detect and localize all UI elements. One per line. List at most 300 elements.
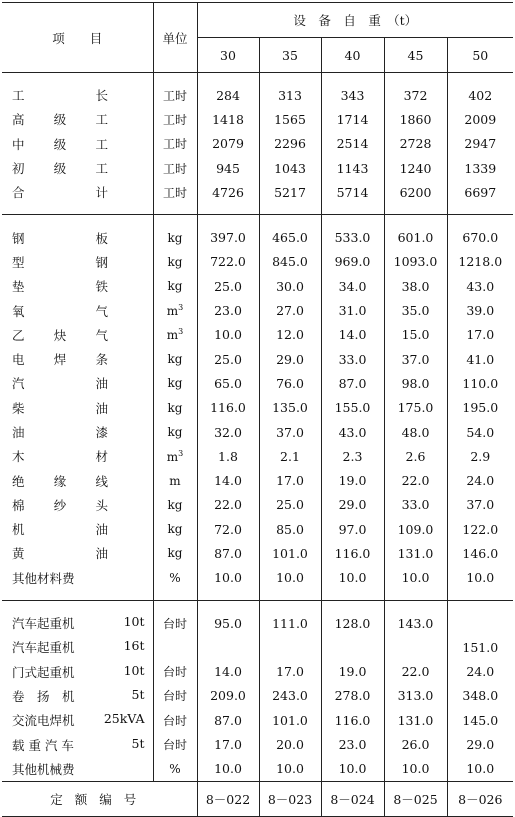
item-unit: kg — [153, 541, 197, 565]
spacer-cell — [197, 204, 259, 215]
item-name-char: 线 — [95, 473, 108, 489]
item-name-text — [12, 183, 108, 201]
value-cell: 22.0 — [197, 493, 259, 517]
value-cell: 601.0 — [384, 225, 447, 249]
spacer-cell — [2, 590, 153, 601]
material-row — [2, 250, 513, 274]
item-name-char: 油 — [12, 425, 25, 440]
item-name-char: 乙 — [12, 327, 25, 343]
spacer-cell — [259, 215, 321, 226]
item-name-char: 初 — [12, 161, 25, 177]
item-name — [2, 396, 153, 420]
value-cell: 98.0 — [384, 371, 447, 395]
machinery-row — [2, 635, 513, 659]
item-unit: kg — [153, 420, 197, 444]
value-cell: 25.0 — [197, 274, 259, 298]
item-unit — [153, 635, 197, 659]
value-cell: 37.0 — [384, 347, 447, 371]
item-name-char: 木 — [12, 449, 25, 465]
spacer-cell — [153, 600, 197, 611]
machine-name-wrap — [2, 760, 153, 778]
item-unit: kg — [153, 371, 197, 395]
item-name-char: 纱 — [53, 497, 67, 513]
item-name-char: 机 — [12, 522, 25, 538]
machinery-row — [2, 684, 513, 708]
value-cell: 2947 — [447, 132, 513, 156]
spacer-cell — [2, 204, 153, 215]
item-name-char: 垫 — [12, 279, 25, 295]
material-row — [2, 420, 513, 444]
item-name-text — [12, 520, 108, 538]
value-cell: 116.0 — [321, 708, 384, 732]
value-cell: 151.0 — [447, 635, 513, 659]
item-name-text — [12, 302, 108, 320]
value-cell: 48.0 — [384, 420, 447, 444]
value-cell: 4726 — [197, 180, 259, 204]
value-cell: 135.0 — [259, 396, 321, 420]
value-cell: 15.0 — [384, 323, 447, 347]
item-unit: 工时 — [153, 107, 197, 131]
item-name-text — [12, 110, 108, 128]
value-cell: 31.0 — [321, 298, 384, 322]
value-cell: 10.0 — [197, 323, 259, 347]
item-unit: 台时 — [153, 611, 197, 635]
item-name-char: 氧 — [12, 303, 25, 319]
value-cell: 131.0 — [384, 541, 447, 565]
item-unit: 台时 — [153, 660, 197, 684]
item-name-char: 炔 — [53, 327, 67, 343]
spacer-cell — [2, 215, 153, 226]
machine-spec: 10t — [123, 662, 145, 678]
item-unit — [153, 298, 197, 322]
value-cell: 343 — [321, 83, 384, 107]
value-cell: 23.0 — [197, 298, 259, 322]
item-name-char: 其他材料费 — [12, 570, 75, 586]
value-cell: 209.0 — [197, 684, 259, 708]
header-row-1 — [2, 3, 513, 38]
value-cell: 313.0 — [384, 684, 447, 708]
value-cell: 54.0 — [447, 420, 513, 444]
item-unit: kg — [153, 396, 197, 420]
item-name — [2, 468, 153, 492]
machine-name-text: 汽车起重机 — [12, 616, 75, 632]
value-cell: 14.0 — [321, 323, 384, 347]
item-name-text — [12, 350, 108, 368]
item-name-char: 条 — [95, 352, 108, 368]
value-cell: 2296 — [259, 132, 321, 156]
material-row — [2, 541, 513, 565]
item-name — [2, 156, 153, 180]
item-name — [2, 298, 153, 322]
item-name — [2, 250, 153, 274]
spacer-cell — [197, 590, 259, 601]
item-unit: 台时 — [153, 732, 197, 756]
item-name — [2, 107, 153, 131]
value-cell: 313 — [259, 83, 321, 107]
value-cell: 24.0 — [447, 468, 513, 492]
value-cell: 43.0 — [321, 420, 384, 444]
value-cell: 17.0 — [259, 468, 321, 492]
value-cell: 101.0 — [259, 708, 321, 732]
item-name-text — [12, 399, 108, 417]
unit-cubic-meter-glyph: $m^3$ — [166, 327, 184, 343]
value-cell: 35.0 — [384, 298, 447, 322]
spacer-cell — [197, 600, 259, 611]
machine-name-text: 其他机械费 — [12, 761, 75, 777]
item-name-char: 缘 — [53, 473, 67, 489]
item-name-char: 柴 — [12, 400, 25, 416]
item-name-char: 工 — [95, 161, 108, 177]
value-cell: 465.0 — [259, 225, 321, 249]
value-cell: 1714 — [321, 107, 384, 131]
quota-code: 8－026 — [447, 782, 513, 817]
material-row — [2, 566, 513, 590]
material-row — [2, 347, 513, 371]
item-name — [2, 347, 153, 371]
machine-name — [2, 635, 153, 659]
item-unit: m — [153, 468, 197, 492]
item-name-text — [12, 447, 108, 465]
item-name-char: 焊 — [53, 352, 67, 368]
material-row — [2, 396, 513, 420]
unit-cubic-meter-glyph: $m^3$ — [166, 448, 184, 464]
spacer-cell — [447, 600, 513, 611]
machinery-row — [2, 732, 513, 756]
value-cell: 85.0 — [259, 517, 321, 541]
machine-name-wrap — [2, 711, 153, 729]
item-name-char: 级 — [53, 112, 67, 128]
value-cell: 17.0 — [259, 660, 321, 684]
machine-name — [2, 660, 153, 684]
item-name-text — [12, 423, 108, 441]
table-body — [2, 3, 513, 817]
item-name — [2, 274, 153, 298]
value-cell: 2009 — [447, 107, 513, 131]
unit-cubic-meter-glyph: $m^3$ — [166, 303, 184, 319]
value-cell: 131.0 — [384, 708, 447, 732]
value-cell: 278.0 — [321, 684, 384, 708]
value-cell: 10.0 — [321, 757, 384, 782]
header-weight-group: 设 备 自 重 （t） — [197, 3, 513, 38]
section-spacer — [2, 73, 513, 84]
machine-name — [2, 708, 153, 732]
spacer-cell — [153, 204, 197, 215]
item-name — [2, 225, 153, 249]
item-name-text — [12, 374, 108, 392]
item-unit: kg — [153, 347, 197, 371]
item-name-text — [12, 544, 108, 562]
item-name-char: 钢 — [12, 230, 25, 246]
value-cell — [197, 635, 259, 659]
value-cell: 146.0 — [447, 541, 513, 565]
spacer-cell — [259, 73, 321, 84]
item-name — [2, 132, 153, 156]
labor-row — [2, 180, 513, 204]
value-cell: 10.0 — [447, 566, 513, 590]
value-cell: 109.0 — [384, 517, 447, 541]
material-row — [2, 298, 513, 322]
header-col-45: 45 — [384, 38, 447, 73]
item-name-char: 高 — [12, 112, 25, 128]
item-name — [2, 371, 153, 395]
value-cell: 17.0 — [447, 323, 513, 347]
value-cell: 845.0 — [259, 250, 321, 274]
item-name-char: 漆 — [95, 425, 108, 440]
spacer-cell — [259, 590, 321, 601]
item-name-char: 头 — [95, 497, 108, 513]
machine-spec: 10t — [123, 614, 145, 630]
value-cell: 122.0 — [447, 517, 513, 541]
value-cell: 30.0 — [259, 274, 321, 298]
spacer-cell — [2, 73, 153, 84]
spacer-cell — [321, 600, 384, 611]
value-cell: 10.0 — [259, 566, 321, 590]
item-name-char: 材 — [95, 449, 108, 465]
value-cell: 25.0 — [197, 347, 259, 371]
item-name-char: 板 — [95, 230, 108, 246]
item-unit: 工时 — [153, 83, 197, 107]
header-unit: 单位 — [153, 3, 197, 73]
section-spacer — [2, 600, 513, 611]
item-unit: % — [153, 757, 197, 782]
machine-name-wrap — [2, 663, 153, 681]
item-unit: kg — [153, 274, 197, 298]
value-cell: 65.0 — [197, 371, 259, 395]
spacer-cell — [447, 204, 513, 215]
value-cell: 1565 — [259, 107, 321, 131]
machine-name — [2, 611, 153, 635]
value-cell: 2514 — [321, 132, 384, 156]
spacer-cell — [197, 215, 259, 226]
value-cell: 10.0 — [197, 757, 259, 782]
item-name-char: 棉 — [12, 497, 25, 513]
item-name — [2, 444, 153, 468]
material-row — [2, 468, 513, 492]
value-cell: 19.0 — [321, 660, 384, 684]
spacer-cell — [197, 73, 259, 84]
spacer-cell — [447, 215, 513, 226]
item-name-char: 长 — [95, 88, 108, 104]
machine-name-wrap — [2, 687, 153, 705]
machine-name-text: 汽车起重机 — [12, 640, 75, 656]
value-cell: 27.0 — [259, 298, 321, 322]
value-cell: 243.0 — [259, 684, 321, 708]
value-cell: 10.0 — [321, 566, 384, 590]
item-name-char: 气 — [95, 327, 108, 343]
labor-row — [2, 156, 513, 180]
section-spacer — [2, 590, 513, 601]
spacer-cell — [384, 600, 447, 611]
item-name-text — [12, 253, 108, 271]
value-cell: 2728 — [384, 132, 447, 156]
item-name-char: 钢 — [95, 254, 108, 270]
value-cell — [321, 635, 384, 659]
machine-name-wrap — [2, 638, 153, 656]
value-cell: 14.0 — [197, 468, 259, 492]
header-col-35: 35 — [259, 38, 321, 73]
item-unit: 工时 — [153, 132, 197, 156]
item-name-char: 油 — [95, 400, 108, 416]
quota-table-grid — [2, 2, 513, 817]
item-name-text — [12, 86, 108, 104]
value-cell: 10.0 — [384, 757, 447, 782]
value-cell: 5217 — [259, 180, 321, 204]
machine-name — [2, 684, 153, 708]
item-unit: kg — [153, 250, 197, 274]
value-cell: 87.0 — [197, 541, 259, 565]
value-cell: 37.0 — [447, 493, 513, 517]
machine-spec: 5t — [131, 686, 145, 702]
value-cell: 116.0 — [197, 396, 259, 420]
item-name — [2, 83, 153, 107]
item-name-char: 型 — [12, 254, 25, 270]
machine-name-wrap — [2, 614, 153, 632]
machine-name-text: 交流电焊机 — [12, 713, 75, 729]
item-name-text — [12, 229, 108, 247]
material-row — [2, 371, 513, 395]
value-cell: 945 — [197, 156, 259, 180]
item-name-char: 电 — [12, 352, 25, 368]
value-cell: 670.0 — [447, 225, 513, 249]
value-cell: 2.6 — [384, 444, 447, 468]
material-row — [2, 323, 513, 347]
item-name-char: 油 — [95, 546, 108, 562]
item-name-char: 黄 — [12, 546, 25, 562]
value-cell: 87.0 — [197, 708, 259, 732]
item-name-char: 汽 — [12, 376, 25, 392]
quota-code: 8－022 — [197, 782, 259, 817]
value-cell: 2.9 — [447, 444, 513, 468]
spacer-cell — [259, 600, 321, 611]
value-cell: 2.3 — [321, 444, 384, 468]
item-unit: 工时 — [153, 180, 197, 204]
value-cell: 17.0 — [197, 732, 259, 756]
value-cell: 22.0 — [384, 468, 447, 492]
value-cell: 2079 — [197, 132, 259, 156]
spacer-cell — [321, 73, 384, 84]
labor-row — [2, 132, 513, 156]
item-unit: 台时 — [153, 684, 197, 708]
item-name — [2, 493, 153, 517]
item-name-text — [12, 135, 108, 153]
machine-name-text: 门式起重机 — [12, 664, 75, 680]
machine-name — [2, 732, 153, 756]
item-unit — [153, 323, 197, 347]
value-cell: 10.0 — [447, 757, 513, 782]
value-cell: 175.0 — [384, 396, 447, 420]
header-col-30: 30 — [197, 38, 259, 73]
labor-row — [2, 83, 513, 107]
quota-code: 8－025 — [384, 782, 447, 817]
labor-row — [2, 107, 513, 131]
value-cell: 22.0 — [384, 660, 447, 684]
item-name-char: 级 — [53, 161, 67, 177]
item-name-char: 铁 — [95, 279, 108, 295]
material-row — [2, 225, 513, 249]
item-name-text — [12, 326, 108, 344]
value-cell: 76.0 — [259, 371, 321, 395]
machinery-row — [2, 611, 513, 635]
machinery-row — [2, 757, 513, 782]
spacer-cell — [384, 73, 447, 84]
spacer-cell — [153, 215, 197, 226]
value-cell: 101.0 — [259, 541, 321, 565]
item-name-char: 工 — [12, 88, 25, 104]
spacer-cell — [259, 204, 321, 215]
value-cell: 95.0 — [197, 611, 259, 635]
value-cell: 29.0 — [321, 493, 384, 517]
item-unit: 台时 — [153, 708, 197, 732]
value-cell: 10.0 — [384, 566, 447, 590]
value-cell: 12.0 — [259, 323, 321, 347]
machinery-row — [2, 660, 513, 684]
value-cell: 372 — [384, 83, 447, 107]
material-row — [2, 444, 513, 468]
value-cell: 32.0 — [197, 420, 259, 444]
item-name-char: 级 — [53, 136, 67, 152]
machinery-row — [2, 708, 513, 732]
item-name-text — [12, 159, 108, 177]
value-cell: 10.0 — [197, 566, 259, 590]
value-cell — [384, 635, 447, 659]
value-cell: 1218.0 — [447, 250, 513, 274]
value-cell: 33.0 — [384, 493, 447, 517]
value-cell: 14.0 — [197, 660, 259, 684]
item-unit — [153, 444, 197, 468]
value-cell: 143.0 — [384, 611, 447, 635]
quota-number-label: 定额编号 — [2, 782, 197, 817]
material-row — [2, 517, 513, 541]
value-cell: 72.0 — [197, 517, 259, 541]
item-name-char: 气 — [95, 303, 108, 319]
spacer-cell — [447, 73, 513, 84]
value-cell: 24.0 — [447, 660, 513, 684]
value-cell: 1240 — [384, 156, 447, 180]
item-name-char: 中 — [12, 136, 25, 152]
value-cell: 116.0 — [321, 541, 384, 565]
value-cell: 97.0 — [321, 517, 384, 541]
item-name-char: 绝 — [12, 473, 25, 489]
value-cell: 19.0 — [321, 468, 384, 492]
value-cell: 128.0 — [321, 611, 384, 635]
quota-number-row — [2, 782, 513, 817]
material-row — [2, 493, 513, 517]
value-cell: 43.0 — [447, 274, 513, 298]
value-cell: 111.0 — [259, 611, 321, 635]
value-cell: 155.0 — [321, 396, 384, 420]
value-cell: 29.0 — [447, 732, 513, 756]
item-name-char: 计 — [95, 185, 108, 201]
spacer-cell — [447, 590, 513, 601]
item-name-text — [12, 277, 108, 295]
value-cell: 6697 — [447, 180, 513, 204]
item-name-char: 工 — [95, 112, 108, 128]
machine-spec: 5t — [131, 735, 145, 751]
value-cell: 145.0 — [447, 708, 513, 732]
machine-name-wrap — [2, 736, 153, 754]
value-cell: 5714 — [321, 180, 384, 204]
quota-code: 8－023 — [259, 782, 321, 817]
value-cell: 2.1 — [259, 444, 321, 468]
item-name — [2, 566, 153, 590]
item-name — [2, 180, 153, 204]
item-unit: kg — [153, 517, 197, 541]
value-cell: 10.0 — [259, 757, 321, 782]
material-row — [2, 274, 513, 298]
item-unit: % — [153, 566, 197, 590]
value-cell: 41.0 — [447, 347, 513, 371]
value-cell: 87.0 — [321, 371, 384, 395]
